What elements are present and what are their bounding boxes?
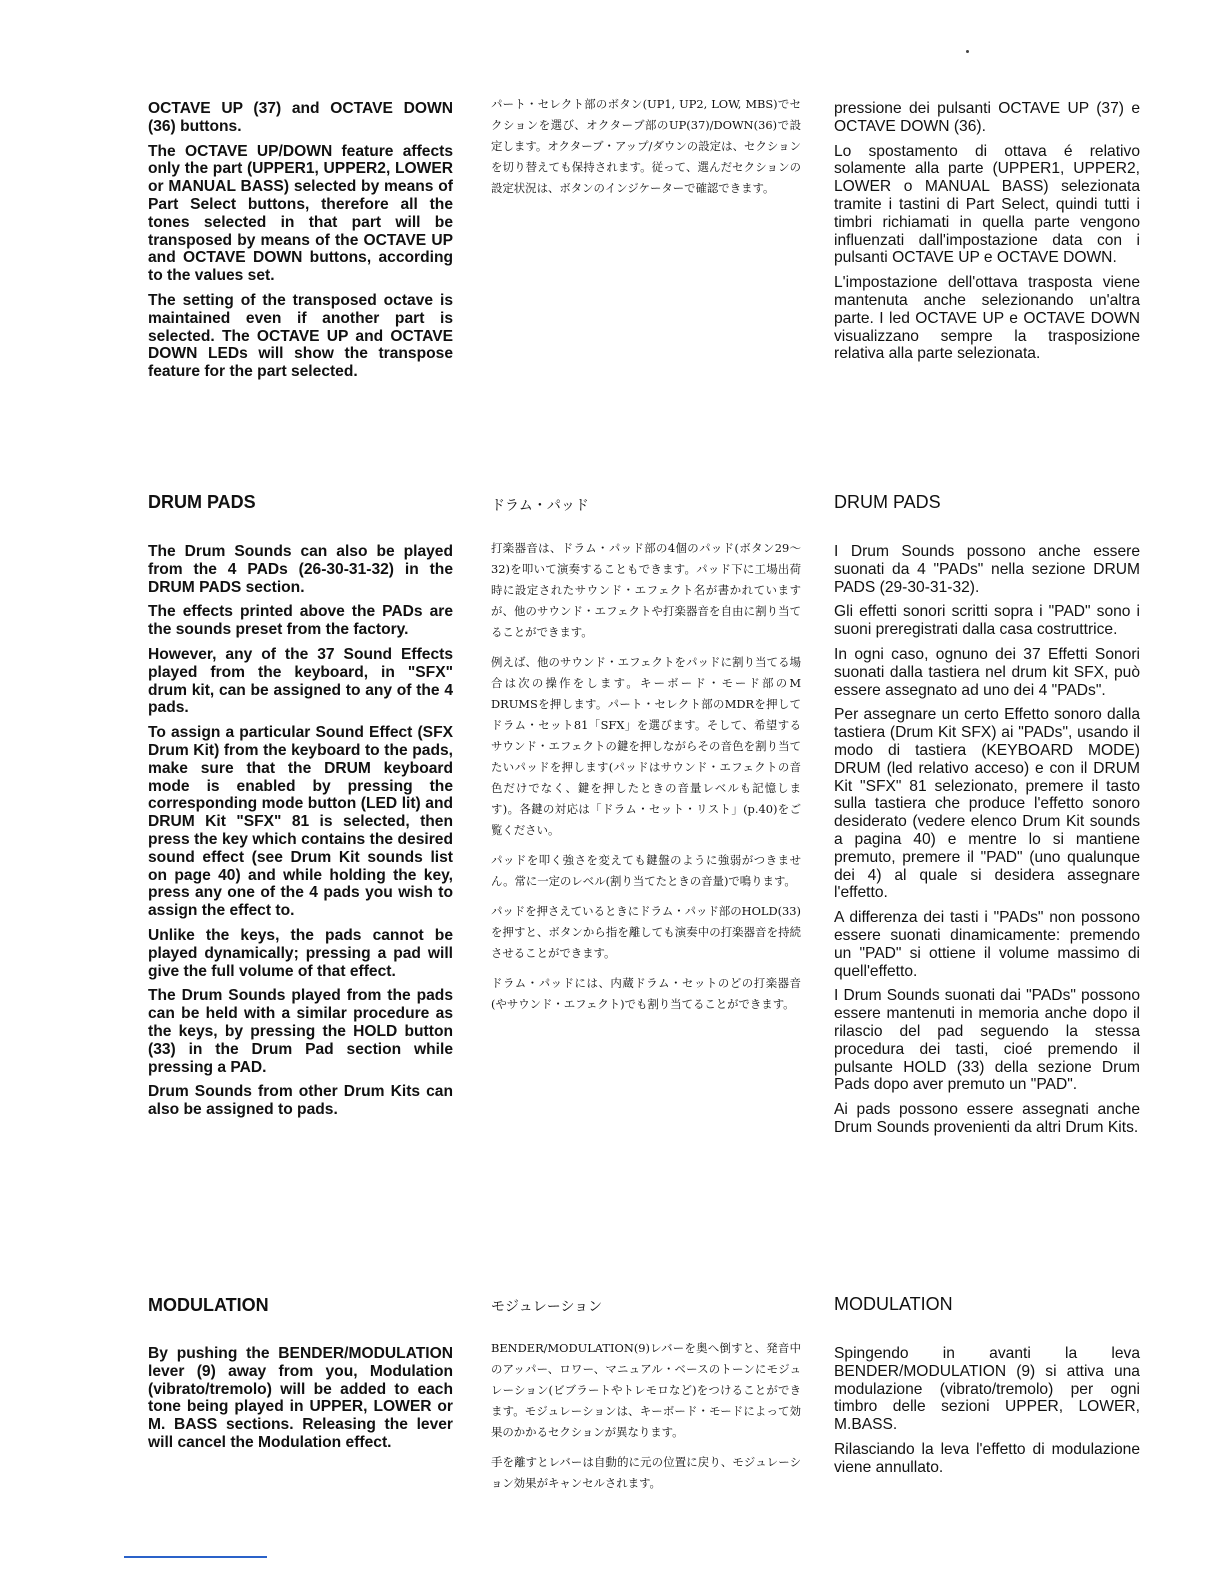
modulation-heading-jp: モジュレーション: [491, 1299, 603, 1315]
drum-jp-p1: 打楽器音は、ドラム・パッド部の4個のパッド(ボタン29〜32)を叩いて演奏することもできます。パッド下に工場出荷時に設定されたサウンド・エフェクト名が書かれていますが、他のサウンド・エフェクトや打楽器音を自由に割り当てることができます。: [491, 541, 801, 639]
drum-it-p1: I Drum Sounds possono anche essere suonati da 4 "PADs" nella sezione DRUM PADS (29-30-31-32).: [834, 543, 1140, 596]
octave-english-column: [148, 100, 453, 388]
octave-en-p2: The OCTAVE UP/DOWN feature affects only the part (UPPER1, UPPER2, LOWER or MANUAL BASS) selected by means of Part Select buttons, therefore all the tones selected in that part will be transposed by means of the OCTAVE UP and OCTAVE DOWN buttons, according to the values set.: [148, 142, 453, 285]
drum-en-p4: To assign a particular Sound Effect (SFX Drum Kit) from the keyboard to the pads, make sure that the DRUM keyboard mode is enabled by pressing the corresponding mode button (LED lit) and DRUM Kit "SFX" 81 is selected, then press the key which contains the desired sound effect (see Drum Kit sounds list on page 40) and while holding the key, press any one of the 4 pads you wish to assign the effect to.: [148, 724, 453, 920]
drum-jp-p2: 例えば、他のサウンド・エフェクトをパッドに割り当てる場合は次の操作をします。キーボード・モード部のM DRUMSを押します。パート・セレクト部のMDRを押してドラム・セット81「SFX」を選びます。そして、希望するサウンド・エフェクトの鍵を押しながらその音色を割り当てたいパッドを押します(パッドはサウンド・エフェクトの音色だけでなく、鍵を押したときの音量レベルも記憶します)。各鍵の対応は「ドラム・セット・リスト」(p.40)をご覧ください。: [491, 655, 801, 837]
drum-it-p6: I Drum Sounds suonati dai "PADs" possono essere mantenuti in memoria anche dopo il rilascio del pad seguendo la stessa procedura dei tasti, cioé premendo il pulsante HOLD (33) della sezione Drum Pads dopo aver premuto un "PAD".: [834, 987, 1140, 1094]
octave-italian-column: [834, 100, 1140, 370]
drum-it-p3: In ogni caso, ognuno dei 37 Effetti Sonori suonati dalla tastiera nel drum kit SFX, può essere assegnato ad uno dei 4 "PADs".: [834, 645, 1140, 699]
octave-en-p3: The setting of the transposed octave is maintained even if another part is selected. The OCTAVE UP and OCTAVE DOWN LEDs will show the transpose feature for the part selected.: [148, 291, 453, 381]
drum-jp-p3: パッドを叩く強さを変えても鍵盤のように強弱がつきません。常に一定のレベル(割り当てたときの音量)で鳴ります。: [491, 853, 801, 888]
drum-it-p7: Ai pads possono essere assegnati anche Drum Sounds provenienti da altri Drum Kits.: [834, 1101, 1140, 1136]
octave-it-p2: Lo spostamento di ottava é relativo solamente alla parte (UPPER1, UPPER2, LOWER o MANUAL BASS) selezionata tramite i tastini di Part Select, quindi tutti i timbri richiamati in quella parte vengono influenzati dall'impostazione data con i pulsanti OCTAVE UP e OCTAVE DOWN.: [834, 142, 1140, 267]
drum-en-p6: The Drum Sounds played from the pads can be held with a similar procedure as the keys, by pressing the HOLD button (33) in the Drum Pad section while pressing a PAD.: [148, 987, 453, 1076]
drum-it-p4: Per assegnare un certo Effetto sonoro dalla tastiera (Drum Kit SFX) ai "PADs", usando il modo di tastiera (KEYBOARD MODE) DRUM (led relativo acceso) e con il DRUM Kit "SFX" 81 selezionato, premere il tasto sulla tastiera che produce l'effetto sonoro desiderato (vedere elenco Drum Kit sounds a pagina 40) e mentre lo si mantiene premuto, premere il "PAD" (uno qualunque dei 4) al quale si desidera assegnare l'effetto.: [834, 706, 1140, 902]
mod-jp-p2: 手を離すとレバーは自動的に元の位置に戻り、モジュレーション効果がキャンセルされます。: [491, 1455, 801, 1490]
mod-en-p1: By pushing the BENDER/MODULATION lever (9) away from you, Modulation (vibrato/tremolo) will be added to each tone being played in UPPER, LOWER or M. BASS sections. Releasing the lever will cancel the Modulation effect.: [148, 1345, 453, 1451]
modulation-italian-column: [834, 1345, 1140, 1484]
mod-it-p1: Spingendo in avanti la leva BENDER/MODULATION (9) si attiva una modulazione (vibrato/tremolo) per ogni timbro delle sezioni UPPER, LOWER, M.BASS.: [834, 1345, 1140, 1434]
drum-pads-heading-jp: ドラム・パッド: [491, 498, 589, 514]
drum-pads-japanese-column: [491, 538, 801, 1024]
drum-jp-p4: パッドを押さえているときにドラム・パッド部のHOLD(33)を押すと、ボタンから指を離しても演奏中の打楽器音を持続させることができます。: [491, 904, 801, 960]
octave-it-p3: L'impostazione dell'ottava trasposta viene mantenuta anche selezionando un'altra parte. I led OCTAVE UP e OCTAVE DOWN visualizzano sempre la trasposizione relativa alla parte selezionata.: [834, 274, 1140, 363]
drum-en-p5: Unlike the keys, the pads cannot be played dynamically; pressing a pad will give the full volume of that effect.: [148, 926, 453, 980]
drum-pads-heading-it: DRUM PADS: [834, 492, 941, 512]
drum-pads-heading-en: DRUM PADS: [148, 492, 256, 512]
drum-en-p3: However, any of the 37 Sound Effects played from the keyboard, in "SFX" drum kit, can be assigned to any of the 4 pads.: [148, 645, 453, 717]
mod-it-p2: Rilasciando la leva l'effetto di modulazione viene annullato.: [834, 1440, 1140, 1476]
drum-pads-italian-column: [834, 543, 1140, 1144]
octave-japanese-column: [491, 94, 801, 208]
mod-jp-p1: BENDER/MODULATION(9)レバーを奥へ倒すと、発音中のアッパー、ロワー、マニュアル・ベースのトーンにモジュレーション(ビブラートやトレモロなど)をつけることができます。モジュレーションは、キーボード・モードによって効果のかかるセクションが異なります。: [491, 1341, 801, 1439]
modulation-heading-en: MODULATION: [148, 1295, 269, 1315]
drum-en-p2: The effects printed above the PADs are the sounds preset from the factory.: [148, 603, 453, 639]
octave-en-p1: OCTAVE UP (37) and OCTAVE DOWN (36) buttons.: [148, 100, 453, 135]
drum-it-p2: Gli effetti sonori scritti sopra i "PAD" sono i suoni preregistrati dalla casa costruttrice.: [834, 603, 1140, 639]
drum-pads-english-column: [148, 543, 453, 1126]
bottom-rule: [124, 1556, 267, 1558]
speck: [966, 50, 969, 53]
modulation-japanese-column: [491, 1338, 801, 1503]
drum-en-p7: Drum Sounds from other Drum Kits can also be assigned to pads.: [148, 1083, 453, 1119]
octave-it-p1: pressione dei pulsanti OCTAVE UP (37) e OCTAVE DOWN (36).: [834, 100, 1140, 135]
drum-en-p1: The Drum Sounds can also be played from the 4 PADs (26-30-31-32) in the DRUM PADS section.: [148, 543, 453, 596]
drum-it-p5: A differenza dei tasti i "PADs" non possono essere suonati dinamicamente: premendo un "PAD" si ottiene il volume massimo di quell'effetto.: [834, 909, 1140, 980]
modulation-english-column: [148, 1345, 453, 1459]
octave-jp-p1: パート・セレクト部のボタン(UP1, UP2, LOW, MBS)でセクションを選び、オクターブ部のUP(37)/DOWN(36)で設定します。オクターブ・アップ/ダウンの設定は、セクションを切り替えても保持されます。従って、選んだセクションの設定状況は、ボタンのインジケーターで確認できます。: [491, 97, 801, 195]
drum-jp-p5: ドラム・パッドには、内蔵ドラム・セットのどの打楽器音(やサウンド・エフェクト)でも割り当てることができます。: [491, 976, 801, 1011]
modulation-heading-it: MODULATION: [834, 1294, 953, 1314]
